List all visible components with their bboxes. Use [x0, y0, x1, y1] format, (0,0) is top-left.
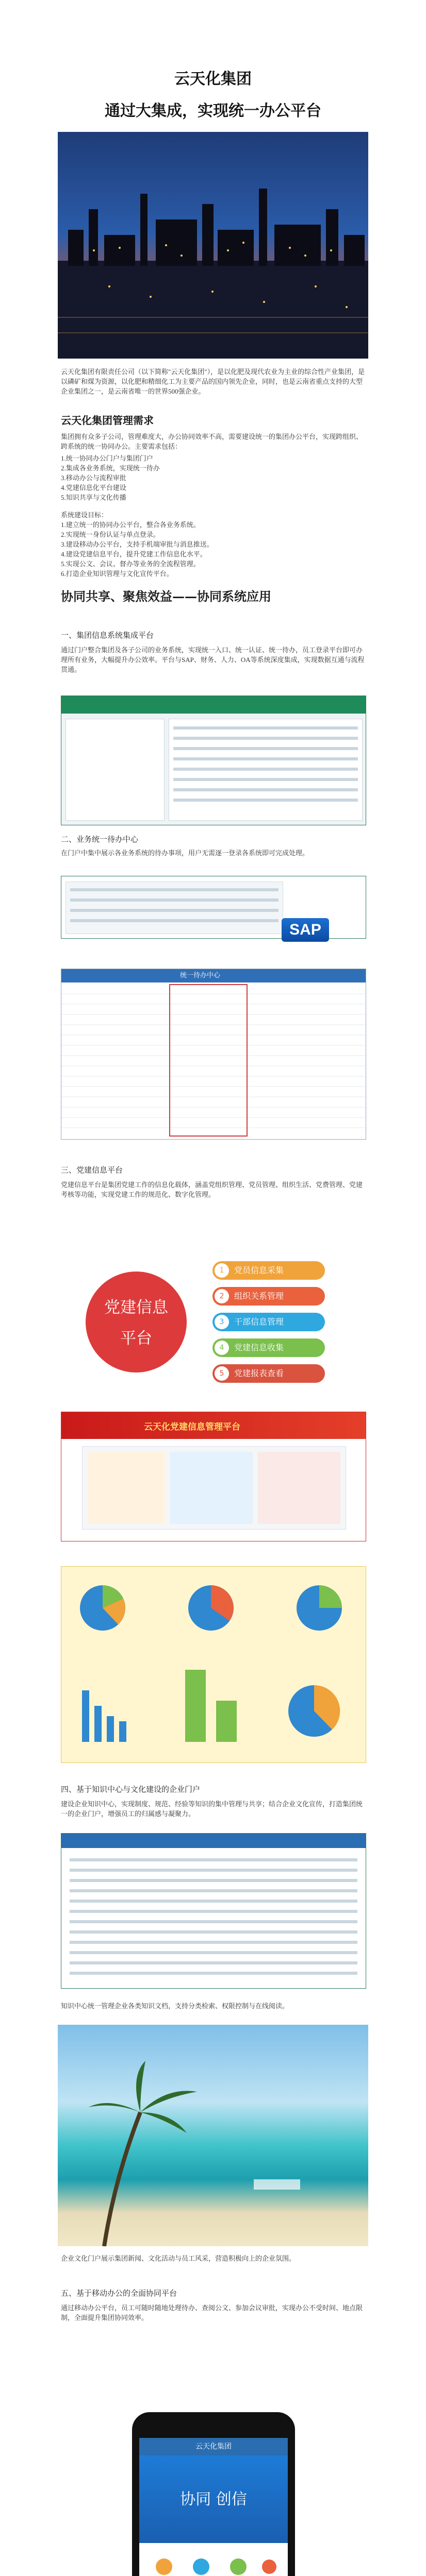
- mobile-screen: [139, 2438, 288, 2576]
- party-section-title: 三、党建信息平台: [61, 1165, 123, 1175]
- intro-paragraph: 云天化集团有限责任公司（以下简称"云天化集团"），是以化肥及现代农业为主业的综合性产业集团，是以磷矿和煤为资源，以化肥和精细化工为主要产品的国内领先企业，同时，也是云南省重点支持的大型企业集团之一，是云南省唯一的世界500强企业。: [61, 368, 365, 395]
- party-menu-item-4[interactable]: 4 党建信息收集: [212, 1338, 325, 1357]
- mobile-section-text: 通过移动办公平台，员工可随时随地处理待办、查阅公文、参加会议审批，实现办公不受时间、地点限制，全面提升集团协同效率。: [61, 2304, 363, 2321]
- todo-table-screenshot: [61, 969, 366, 1140]
- portal-main-panel: [169, 719, 363, 821]
- palm-tree-illustration: [58, 2025, 368, 2246]
- portal-section-title: 一、集团信息系统集成平台: [61, 631, 154, 640]
- party-platform-circle: 党建信息 平台: [86, 1272, 187, 1372]
- party-menu-item-1[interactable]: 1 党员信息采集: [212, 1261, 325, 1280]
- portal-screenshot: [61, 696, 366, 825]
- party-screen-title: 云天化党建信息管理平台: [144, 1422, 240, 1432]
- portal-header-bar: [61, 696, 366, 714]
- knowledge-section-text: 建设企业知识中心，实现制度、规范、经验等知识的集中管理与共享；结合企业文化宣传，打造集团统一的企业门户，增强员工的归属感与凝聚力。: [61, 1800, 363, 1818]
- party-platform-screenshot: [61, 1412, 366, 1541]
- needs-intro: 集团拥有众多子公司，管理难度大，办公协同效率不高，需要建设统一的集团办公平台，实现跨组织、跨系统的统一协同办公。主要需求包括：: [61, 433, 363, 450]
- mobile-app-grid: [139, 2546, 288, 2576]
- apps-title: 协同共享、聚焦效益——协同系统应用: [61, 589, 271, 604]
- factory-skyline-illustration: [58, 132, 368, 359]
- mobile-phone-mockup: [132, 2412, 295, 2576]
- knowledge-caption-2: 企业文化门户展示集团新闻、文化活动与员工风采，营造积极向上的企业氛围。: [61, 2255, 296, 2262]
- mobile-app-logo: 协同 创信: [180, 2490, 247, 2509]
- needs-title: 云天化集团管理需求: [61, 414, 154, 427]
- party-menu-item-3[interactable]: 3 干部信息管理: [212, 1313, 325, 1331]
- sap-logo: SAP: [282, 918, 329, 942]
- todo-table-header: 统一待办中心: [61, 969, 366, 982]
- mobile-app-title: 云天化集团: [139, 2438, 288, 2455]
- todo-section-title: 二、业务统一待办中心: [61, 835, 139, 844]
- knowledge-caption-1: 知识中心统一管理企业各类知识文档，支持分类检索、权限控制与在线阅读。: [61, 2002, 289, 2010]
- knowledge-center-screenshot: [61, 1833, 366, 1989]
- hero-image: [58, 132, 368, 359]
- needs-list: 1.统一协同办公门户与集团门户 2.集成各业务系统，实现统一待办 3.移动办公与流程审批 4.党建信息化平台建设 5.知识共享与文化传播: [61, 454, 160, 501]
- todo-section-text: 在门户中集中展示各业务系统的待办事项，用户无需逐一登录各系统即可完成处理。: [61, 849, 309, 857]
- todo-table-rows: [61, 984, 366, 1138]
- party-menu-item-2[interactable]: 2 组织关系管理: [212, 1287, 325, 1306]
- culture-beach-image: [58, 2025, 368, 2246]
- party-menu-item-5[interactable]: 5 党建报表查看: [212, 1364, 325, 1383]
- party-stats-charts: [61, 1567, 366, 1762]
- portal-left-panel: [65, 719, 165, 821]
- party-section-text: 党建信息平台是集团党建工作的信息化载体，涵盖党组织管理、党员管理、组织生活、党费管理、党建考核等功能，实现党建工作的规范化、数字化管理。: [61, 1181, 363, 1198]
- mobile-section-title: 五、基于移动办公的全面协同平台: [61, 2289, 177, 2298]
- page-title: 云天化集团: [174, 70, 252, 88]
- needs-goals: 系统建设目标： 1.建立统一的协同办公平台，整合各业务系统。 2.实现统一身份认证与单点登录。 3.建设移动办公平台，支持手机端审批与消息推送。 4.建设党建信息平台，提升党建工作信息化水平。 5.实现公文、会议、督办等业务的全流程管理。 6.打造企业知识管理与文化宣传平台。: [61, 511, 214, 578]
- page-subtitle: 通过大集成，实现统一办公平台: [105, 102, 321, 120]
- party-stats-screenshot: [61, 1566, 366, 1763]
- knowledge-section-title: 四、基于知识中心与文化建设的企业门户: [61, 1785, 201, 1794]
- portal-section-text: 通过门户整合集团及各子公司的业务系统，实现统一入口、统一认证、统一待办，员工登录平台即可办理所有业务，大幅提升办公效率。平台与SAP、财务、人力、OA等系统深度集成，实现数据互通与流程贯通。: [61, 646, 365, 673]
